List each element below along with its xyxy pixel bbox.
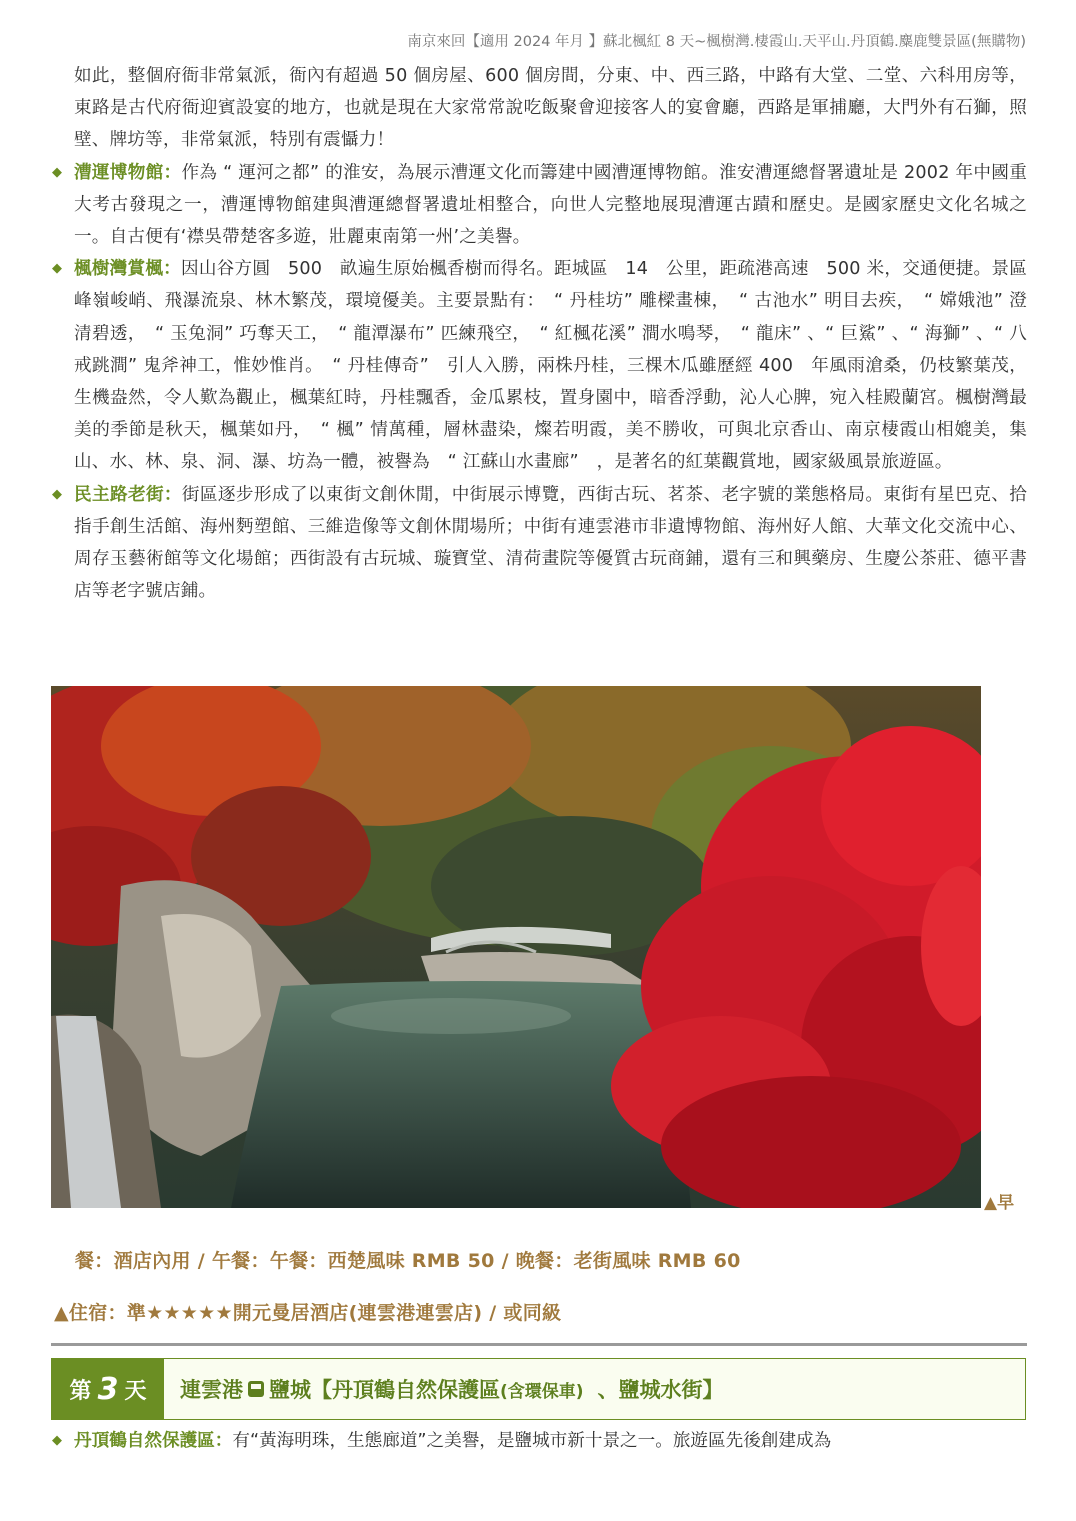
entry-label: 丹頂鶴自然保護區： (74, 1431, 233, 1451)
maple-garden-photo (51, 686, 981, 1208)
entry-label: 漕運博物館： (74, 162, 182, 183)
route-note: (含環保車) (500, 1381, 584, 1402)
entry-text: 因山谷方圓 500 畝遍生原始楓香樹而得名。距城區 14 公里，距疏港高速 500 米，交通便捷。景區峰嶺峻峭、飛瀑流泉、林木繁茂，環境優美。主要景點有： “ 丹桂坊” 雕樑畫棟， “ 古池水” 明目去疾， “ 嫦娥池” 澄清碧透， “ 玉兔洞” 巧奪天工， “ 龍潭瀑布” 匹練飛空， “ 紅楓花溪” 澗水鳴琴， “ 龍床” 、“ 巨鯊” 、“ 海獅” 、“ 八戒跳澗” 鬼斧神工，惟妙惟肖。 “ 丹桂傳奇” 引人入勝，兩株丹桂，三棵木瓜雖歷經 400 年風雨滄桑，仍枝繁葉茂，生機盎然，令人歎為觀止，楓葉紅時，丹桂飄香，金瓜累枝，置身園中，暗香浮動，沁人心脾，宛入桂殿蘭宮。楓樹灣最美的季節是秋天，楓葉如丹， “ 楓” 情萬種，層林盡染，燦若明霞，美不勝收，可與北京香山、南京棲霞山相媲美，集山、水、林、泉、洞、瀑、坊為一體，被譽為 “ 江蘇山水畫廊” ，是著名的紅葉觀賞地，國家級風景旅遊區。 (74, 259, 1027, 473)
entry-label: 楓樹灣賞楓： (74, 259, 181, 280)
body-text (52, 60, 1027, 607)
day-route (164, 1374, 724, 1404)
diamond-bullet-icon: ◆ (52, 486, 63, 502)
section-divider (51, 1343, 1027, 1346)
page-header: 南京來回【適用 2024 年月 】蘇北楓紅 8 天~楓樹灣.棲霞山.天平山.丹頂鶴.麋鹿雙景區(無購物) (407, 34, 1026, 50)
entry-text: 街區逐步形成了以東街文創休閒，中街展示博覽，西街古玩、茗茶、老字號的業態格局。東街有星巴克、拾指手創生活館、海州麪塑館、三維造像等文創休閒場所；中街有連雲港市非遺博物館、海州好人館、大華文化交流中心、周存玉藝術館等文化場館；西街設有古玩城、璇寶堂、清荷畫院等優質古玩商鋪，還有三和興藥房、生慶公茶莊、德平書店等老字號店鋪。 (74, 484, 1028, 602)
route-from: 連雲港 (180, 1378, 243, 1402)
entry-text: 有“黃海明珠，生態廊道”之美譽，是鹽城市新十景之一。旅遊區先後創建成為 (232, 1431, 832, 1451)
bus-icon (248, 1381, 264, 1397)
day-suffix: 天 (124, 1378, 147, 1404)
meals-info: 餐：酒店內用 / 午餐：午餐：西楚風味 RMB 50 / 晚餐：老街風味 RMB 60 (75, 1250, 741, 1272)
route-to: 鹽城【丹頂鶴自然保護區 (269, 1378, 500, 1402)
lodging-info: ▲住宿：準★★★★★開元曼居酒店(連雲港連雲店) / 或同級 (54, 1302, 562, 1324)
day-number: 3 (97, 1371, 119, 1407)
day-prefix: 第 (69, 1378, 92, 1404)
diamond-bullet-icon: ◆ (52, 261, 63, 277)
entry-label: 民主路老街： (74, 484, 182, 505)
day-badge (52, 1359, 164, 1419)
entry-text: 作為 “ 運河之都” 的淮安，為展示漕運文化而籌建中國漕運博物館。淮安漕運總督署遺址是 2002 年中國重大考古發現之一，漕運博物館建與漕運總督署遺址相整合，向世人完整地展現漕運古蹟和歷史。是國家歷史文化名城之一。自古便有‘襟吳帶楚客多遊，壯麗東南第一州’之美譽。 (74, 162, 1028, 248)
meal-marker-breakfast: ▲早 (984, 1193, 1015, 1213)
intro-paragraph: 如此，整個府衙非常氣派，衙內有超過 50 個房屋、600 個房間，分東、中、西三路，中路有大堂、二堂、六科用房等，東路是古代府衙迎賓設宴的地方，也就是現在大家常常說吃飯聚會迎接客人的宴會廳，西路是軍捕廳，大門外有石獅，照壁、牌坊等，非常氣派，特別有震懾力！ (74, 66, 1027, 151)
entry-minzhu-street (52, 479, 1027, 608)
entry-maple-bay (52, 253, 1027, 478)
route-rest: 、鹽城水街】 (597, 1378, 724, 1402)
diamond-bullet-icon: ◆ (52, 164, 63, 180)
entry-crane-reserve (52, 1425, 1027, 1457)
day-header (51, 1358, 1026, 1420)
entry-canal-museum (52, 157, 1027, 254)
diamond-bullet-icon: ◆ (52, 1433, 62, 1448)
